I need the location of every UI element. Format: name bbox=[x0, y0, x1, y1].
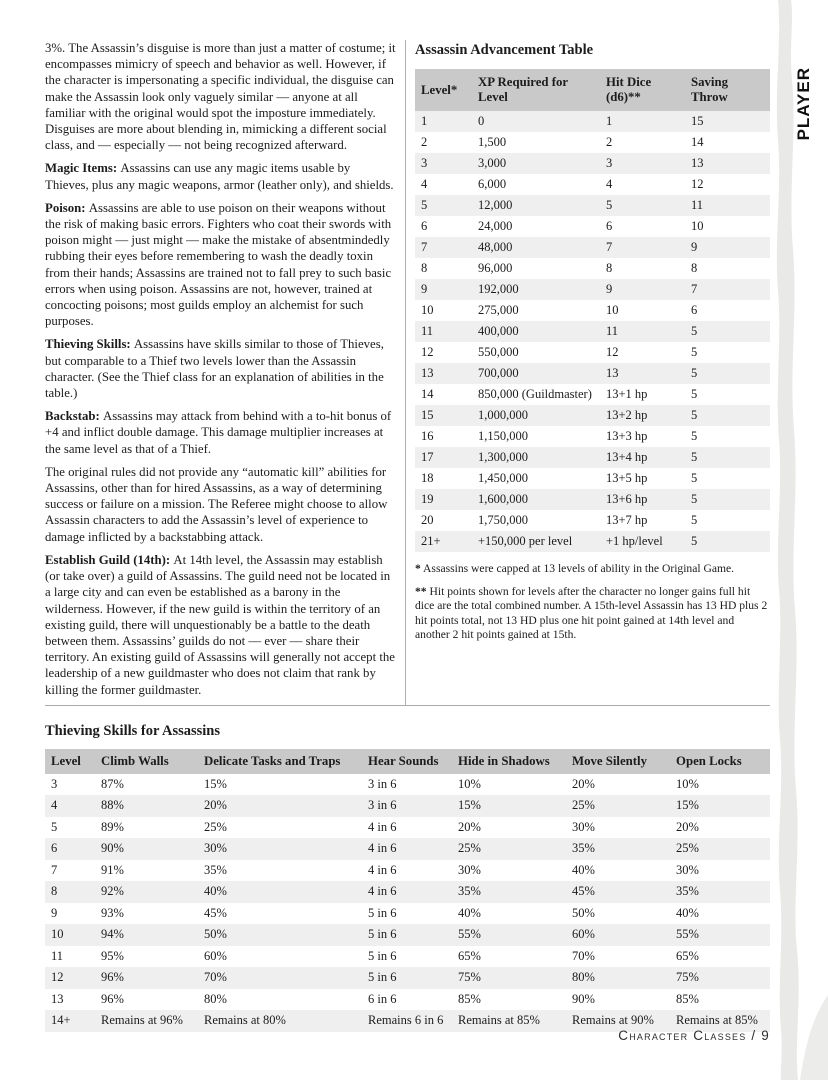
table-row bbox=[415, 216, 770, 237]
table-cell: 91% bbox=[101, 862, 124, 877]
table-row bbox=[415, 279, 770, 300]
table-cell: 5 bbox=[691, 492, 698, 506]
table-cell: 16 bbox=[421, 429, 434, 443]
table-cell: 6,000 bbox=[478, 177, 507, 191]
table-cell: 65% bbox=[676, 948, 699, 963]
table-cell: 8 bbox=[51, 884, 58, 899]
table-cell: 4 bbox=[606, 177, 613, 191]
table-cell: 30% bbox=[458, 862, 481, 877]
table-cell: 21+ bbox=[421, 534, 441, 548]
footnote-marker: * bbox=[415, 562, 421, 575]
table-row bbox=[45, 795, 770, 817]
paragraph-lead: Establish Guild (14th): bbox=[45, 552, 174, 567]
table-cell: 12 bbox=[691, 177, 704, 191]
table-cell: 4 in 6 bbox=[368, 862, 397, 877]
table-cell: 11 bbox=[421, 324, 434, 338]
paragraph-lead: Poison: bbox=[45, 200, 89, 215]
table-cell: 10 bbox=[606, 303, 619, 317]
table-row bbox=[415, 300, 770, 321]
table-cell: 15% bbox=[676, 798, 699, 813]
table-cell: 5 bbox=[691, 534, 698, 548]
table-cell: 35% bbox=[676, 884, 699, 899]
column-header: Hear Sounds bbox=[362, 749, 452, 774]
table-cell: 92% bbox=[101, 884, 124, 899]
table-cell: 11 bbox=[51, 948, 64, 963]
table-cell: 275,000 bbox=[478, 303, 519, 317]
table-cell: 20% bbox=[572, 776, 595, 791]
skills-table-body bbox=[45, 774, 770, 1032]
skills-table-header bbox=[45, 749, 770, 774]
table-cell: 1,300,000 bbox=[478, 450, 528, 464]
advancement-table-title: Assassin Advancement Table bbox=[415, 42, 594, 58]
table-cell: 4 bbox=[421, 177, 428, 191]
advancement-footnotes bbox=[415, 562, 770, 643]
table-cell: 4 bbox=[51, 798, 58, 813]
table-cell: 6 in 6 bbox=[368, 991, 397, 1006]
table-cell: 9 bbox=[691, 240, 698, 254]
table-footnote: ** Hit points shown for levels after the character no longer gains full hit dice are the total combined number. A 15th-level Assassin has 13 HD plus 2 hit points total, not 13 HD plus one hit point gained at 14th level and another 2 hit points gained at 15th. bbox=[415, 584, 768, 642]
table-cell: 96,000 bbox=[478, 261, 513, 275]
table-cell: 400,000 bbox=[478, 324, 519, 338]
table-row bbox=[415, 510, 770, 531]
table-cell: 1,750,000 bbox=[478, 513, 528, 527]
table-cell: 8 bbox=[421, 261, 428, 275]
column-header: XP Required for Level bbox=[472, 69, 600, 111]
table-cell: 55% bbox=[676, 927, 699, 942]
table-cell: 5 bbox=[606, 198, 613, 212]
table-cell: 95% bbox=[101, 948, 124, 963]
table-row bbox=[45, 946, 770, 968]
table-cell: 40% bbox=[676, 905, 699, 920]
table-cell: 13 bbox=[51, 991, 64, 1006]
table-cell: 25% bbox=[204, 819, 227, 834]
table-row bbox=[415, 489, 770, 510]
skills-table bbox=[45, 749, 770, 1032]
table-cell: 94% bbox=[101, 927, 124, 942]
table-cell: 10% bbox=[458, 776, 481, 791]
table-cell: 10 bbox=[51, 927, 64, 942]
table-cell: 96% bbox=[101, 991, 124, 1006]
table-cell: 30% bbox=[676, 862, 699, 877]
table-cell: 14 bbox=[691, 135, 704, 149]
table-cell: Remains at 96% bbox=[101, 1013, 183, 1028]
table-cell: 13+7 hp bbox=[606, 513, 648, 527]
table-cell: 45% bbox=[204, 905, 227, 920]
advancement-table-header bbox=[415, 69, 770, 111]
table-cell: 60% bbox=[572, 927, 595, 942]
table-cell: 5 in 6 bbox=[368, 948, 397, 963]
table-cell: 6 bbox=[51, 841, 58, 856]
table-cell: 85% bbox=[458, 991, 481, 1006]
paragraph-lead: Magic Items: bbox=[45, 161, 121, 176]
table-cell: 6 bbox=[421, 219, 428, 233]
table-cell: 5 in 6 bbox=[368, 927, 397, 942]
table-cell: 30% bbox=[572, 819, 595, 834]
table-row bbox=[45, 774, 770, 796]
section-divider-rule bbox=[45, 705, 770, 706]
table-cell: 25% bbox=[458, 841, 481, 856]
table-row bbox=[415, 111, 770, 132]
table-cell: 35% bbox=[204, 862, 227, 877]
body-paragraph: Thieving Skills: Assassins have skills similar to those of Thieves, but comparable to a Thief two levels lower than the Assassin character. (See the Thief class for an explanation of abilities in the table.) bbox=[45, 337, 384, 401]
body-paragraph: The original rules did not provide any “automatic kill” abilities for Assassins, other than for hired Assassins, as a way of determining success or failure on a mission. The Referee might choose to allow Assassin characters to add the Assassin’s level of experience to damage inflicted by a backstabbing attack. bbox=[45, 464, 388, 544]
table-cell: 3 bbox=[51, 776, 58, 791]
table-cell: 50% bbox=[572, 905, 595, 920]
table-cell: 15% bbox=[458, 798, 481, 813]
table-cell: 1,150,000 bbox=[478, 429, 528, 443]
table-cell: 75% bbox=[676, 970, 699, 985]
table-cell: 10% bbox=[676, 776, 699, 791]
table-cell: 192,000 bbox=[478, 282, 519, 296]
table-cell: 14+ bbox=[51, 1013, 71, 1028]
table-row bbox=[45, 967, 770, 989]
table-row bbox=[415, 447, 770, 468]
table-row bbox=[415, 384, 770, 405]
advancement-table bbox=[415, 69, 770, 552]
table-cell: 2 bbox=[421, 135, 428, 149]
table-cell: 1,000,000 bbox=[478, 408, 528, 422]
table-cell: 87% bbox=[101, 776, 124, 791]
table-cell: 89% bbox=[101, 819, 124, 834]
table-cell: 4 in 6 bbox=[368, 841, 397, 856]
header-row bbox=[45, 749, 770, 774]
table-cell: 5 bbox=[691, 366, 698, 380]
table-row bbox=[415, 153, 770, 174]
two-column-area bbox=[45, 40, 770, 705]
body-paragraph: Magic Items: Assassins can use any magic items usable by Thieves, plus any magic weapons, armor (leather only), and shields. bbox=[45, 161, 394, 192]
table-cell: 96% bbox=[101, 970, 124, 985]
table-cell: Remains at 80% bbox=[204, 1013, 286, 1028]
table-row bbox=[415, 468, 770, 489]
header-row bbox=[415, 69, 770, 111]
body-paragraph: 3%. The Assassin’s disguise is more than just a matter of costume; it encompasses mimicry of speech and behavior as well. However, if the character is impersonating a specific individual, the disguise can make the Assassin look only vaguely similar — anyone at all familiar with the original would spot the imposture immediately. Disguises are more about blending in, mimicking a different social class, and — especially — not being recognized afterward. bbox=[45, 41, 396, 153]
table-cell: 3 in 6 bbox=[368, 798, 397, 813]
table-cell: 8 bbox=[606, 261, 613, 275]
skills-table-title: Thieving Skills for Assassins bbox=[45, 722, 221, 739]
table-cell: 5 bbox=[691, 513, 698, 527]
table-cell: 7 bbox=[691, 282, 698, 296]
column-header: Hit Dice (d6)** bbox=[600, 69, 685, 111]
table-cell: 93% bbox=[101, 905, 124, 920]
table-row bbox=[415, 195, 770, 216]
column-header: Level* bbox=[415, 69, 472, 111]
table-cell: 4 in 6 bbox=[368, 884, 397, 899]
table-cell: 1 bbox=[606, 114, 613, 128]
table-cell: Remains at 85% bbox=[676, 1013, 758, 1028]
table-row bbox=[415, 531, 770, 552]
table-cell: 8 bbox=[691, 261, 698, 275]
table-row bbox=[415, 258, 770, 279]
table-cell: 13+6 hp bbox=[606, 492, 648, 506]
table-cell: 7 bbox=[421, 240, 428, 254]
table-cell: 5 bbox=[691, 345, 698, 359]
advancement-column bbox=[406, 40, 770, 705]
table-cell: 3,000 bbox=[478, 156, 507, 170]
table-cell: 5 bbox=[691, 450, 698, 464]
footnote-marker: ** bbox=[415, 584, 427, 598]
table-cell: 13+5 hp bbox=[606, 471, 648, 485]
column-header: Saving Throw bbox=[685, 69, 770, 111]
player-tab-label: PLAYER bbox=[794, 67, 813, 141]
table-cell: 7 bbox=[51, 862, 58, 877]
table-cell: 40% bbox=[204, 884, 227, 899]
table-cell: 1,450,000 bbox=[478, 471, 528, 485]
thieving-skills-section bbox=[45, 723, 770, 1032]
table-row bbox=[415, 363, 770, 384]
paragraph-lead: Backstab: bbox=[45, 409, 103, 424]
table-cell: 5 bbox=[691, 324, 698, 338]
paragraph-lead: Thieving Skills: bbox=[45, 337, 134, 352]
table-cell: 60% bbox=[204, 948, 227, 963]
table-cell: 7 bbox=[606, 240, 613, 254]
table-cell: 5 bbox=[691, 408, 698, 422]
table-cell: 40% bbox=[458, 905, 481, 920]
table-cell: 18 bbox=[421, 471, 434, 485]
table-cell: 15% bbox=[204, 776, 227, 791]
table-cell: 12 bbox=[606, 345, 619, 359]
table-cell: 5 bbox=[421, 198, 428, 212]
column-header: Hide in Shadows bbox=[452, 749, 566, 774]
table-row bbox=[415, 426, 770, 447]
table-cell: 20 bbox=[421, 513, 434, 527]
table-cell: 13+4 hp bbox=[606, 450, 648, 464]
table-cell: 14 bbox=[421, 387, 434, 401]
table-cell: 80% bbox=[204, 991, 227, 1006]
table-row bbox=[415, 342, 770, 363]
table-cell: 11 bbox=[606, 324, 619, 338]
table-cell: 25% bbox=[572, 798, 595, 813]
table-cell: 12 bbox=[51, 970, 64, 985]
table-cell: 850,000 (Guildmaster) bbox=[478, 387, 592, 401]
table-row bbox=[415, 174, 770, 195]
table-cell: 13 bbox=[691, 156, 704, 170]
table-cell: 90% bbox=[572, 991, 595, 1006]
article-column bbox=[45, 40, 406, 705]
body-paragraph: Backstab: Assassins may attack from behind with a to-hit bonus of +4 and inflict double damage. This damage multiplier increases at the same level as that of a Thief. bbox=[45, 409, 392, 456]
table-cell: 2 bbox=[606, 135, 613, 149]
table-cell: 48,000 bbox=[478, 240, 513, 254]
table-row bbox=[45, 924, 770, 946]
table-cell: 12 bbox=[421, 345, 434, 359]
table-cell: 12,000 bbox=[478, 198, 513, 212]
table-cell: 88% bbox=[101, 798, 124, 813]
table-cell: 65% bbox=[458, 948, 481, 963]
page-content bbox=[45, 40, 770, 1032]
column-header: Level bbox=[45, 749, 95, 774]
table-cell: +150,000 per level bbox=[478, 534, 573, 548]
table-cell: 80% bbox=[572, 970, 595, 985]
table-cell: 75% bbox=[458, 970, 481, 985]
body-paragraph: Establish Guild (14th): At 14th level, the Assassin may establish (or take over) a guild of Assassins. The guild need not be located in a large city and can even be established as a barony in the wilderness. However, if the new guild is within the territory of an existing guild, there will unquestionably be a battle to the death between them. Assassins’ guilds do not — ever — share their territory. An existing guild of Assassins will generally not accept the leadership of a new guildmaster who does not claim that rank by killing the former guildmaster. bbox=[45, 552, 395, 697]
table-row bbox=[415, 405, 770, 426]
table-footnote: * Assassins were capped at 13 levels of ability in the Original Game. bbox=[415, 562, 735, 575]
table-cell: 55% bbox=[458, 927, 481, 942]
table-row bbox=[45, 860, 770, 882]
table-cell: 85% bbox=[676, 991, 699, 1006]
table-cell: Remains 6 in 6 bbox=[368, 1013, 444, 1028]
table-cell: +1 hp/level bbox=[606, 534, 663, 548]
table-cell: 20% bbox=[204, 798, 227, 813]
table-cell: 50% bbox=[204, 927, 227, 942]
table-cell: 5 bbox=[691, 429, 698, 443]
table-cell: 20% bbox=[458, 819, 481, 834]
table-cell: 45% bbox=[572, 884, 595, 899]
table-cell: 17 bbox=[421, 450, 434, 464]
table-cell: 20% bbox=[676, 819, 699, 834]
table-cell: 11 bbox=[691, 198, 704, 212]
table-row bbox=[45, 903, 770, 925]
table-cell: 3 in 6 bbox=[368, 776, 397, 791]
table-cell: 40% bbox=[572, 862, 595, 877]
table-row bbox=[45, 989, 770, 1011]
table-cell: 15 bbox=[691, 114, 704, 128]
table-cell: 1 bbox=[421, 114, 428, 128]
table-cell: 10 bbox=[421, 303, 434, 317]
table-cell: 4 in 6 bbox=[368, 819, 397, 834]
table-cell: 3 bbox=[421, 156, 428, 170]
table-cell: 0 bbox=[478, 114, 485, 128]
table-cell: 5 in 6 bbox=[368, 970, 397, 985]
table-row bbox=[45, 817, 770, 839]
table-cell: 19 bbox=[421, 492, 434, 506]
table-cell: 5 bbox=[691, 471, 698, 485]
table-row bbox=[45, 838, 770, 860]
table-cell: 6 bbox=[606, 219, 613, 233]
advancement-table-body bbox=[415, 111, 770, 552]
table-cell: 1,600,000 bbox=[478, 492, 528, 506]
torn-page-edge bbox=[768, 0, 828, 1080]
table-cell: 1,500 bbox=[478, 135, 507, 149]
table-cell: 13+3 hp bbox=[606, 429, 648, 443]
table-cell: 15 bbox=[421, 408, 434, 422]
table-cell: 13 bbox=[421, 366, 434, 380]
table-cell: 13+2 hp bbox=[606, 408, 648, 422]
column-header: Open Locks bbox=[670, 749, 770, 774]
table-cell: 35% bbox=[572, 841, 595, 856]
table-cell: 700,000 bbox=[478, 366, 519, 380]
table-cell: 6 bbox=[691, 303, 698, 317]
table-cell: 5 in 6 bbox=[368, 905, 397, 920]
table-cell: 550,000 bbox=[478, 345, 519, 359]
table-cell: 24,000 bbox=[478, 219, 513, 233]
table-cell: 5 bbox=[691, 387, 698, 401]
table-cell: 3 bbox=[606, 156, 613, 170]
table-cell: 9 bbox=[421, 282, 428, 296]
table-cell: Remains at 85% bbox=[458, 1013, 540, 1028]
table-row bbox=[415, 237, 770, 258]
player-section-tab bbox=[791, 62, 817, 146]
table-cell: 10 bbox=[691, 219, 704, 233]
table-cell: 25% bbox=[676, 841, 699, 856]
table-cell: 35% bbox=[458, 884, 481, 899]
column-header: Move Silently bbox=[566, 749, 670, 774]
table-cell: 30% bbox=[204, 841, 227, 856]
table-row bbox=[45, 881, 770, 903]
column-header: Climb Walls bbox=[95, 749, 198, 774]
table-row bbox=[415, 132, 770, 153]
table-cell: 13+1 hp bbox=[606, 387, 648, 401]
table-cell: Remains at 90% bbox=[572, 1013, 654, 1028]
table-cell: 9 bbox=[606, 282, 613, 296]
table-cell: 9 bbox=[51, 905, 58, 920]
table-cell: 5 bbox=[51, 819, 58, 834]
table-cell: 90% bbox=[101, 841, 124, 856]
table-row bbox=[415, 321, 770, 342]
body-paragraph: Poison: Assassins are able to use poison on their weapons without the risk of making basic errors. Fighters who coat their swords with poison might — just might — make the mistake of absentmindedly rubbing their eyes before remembering to wash the deadly toxin from their hands; Assassins are trained not to fall prey to such basic errors when using poison. Assassins are not, however, trained at concocting poisons; most guilds employ an alchemist for such purposes. bbox=[45, 200, 392, 329]
page-footer bbox=[618, 1028, 770, 1043]
table-cell: 70% bbox=[572, 948, 595, 963]
footer-text: Character Classes / 9 bbox=[618, 1028, 770, 1043]
table-cell: 70% bbox=[204, 970, 227, 985]
table-cell: 13 bbox=[606, 366, 619, 380]
column-header: Delicate Tasks and Traps bbox=[198, 749, 362, 774]
